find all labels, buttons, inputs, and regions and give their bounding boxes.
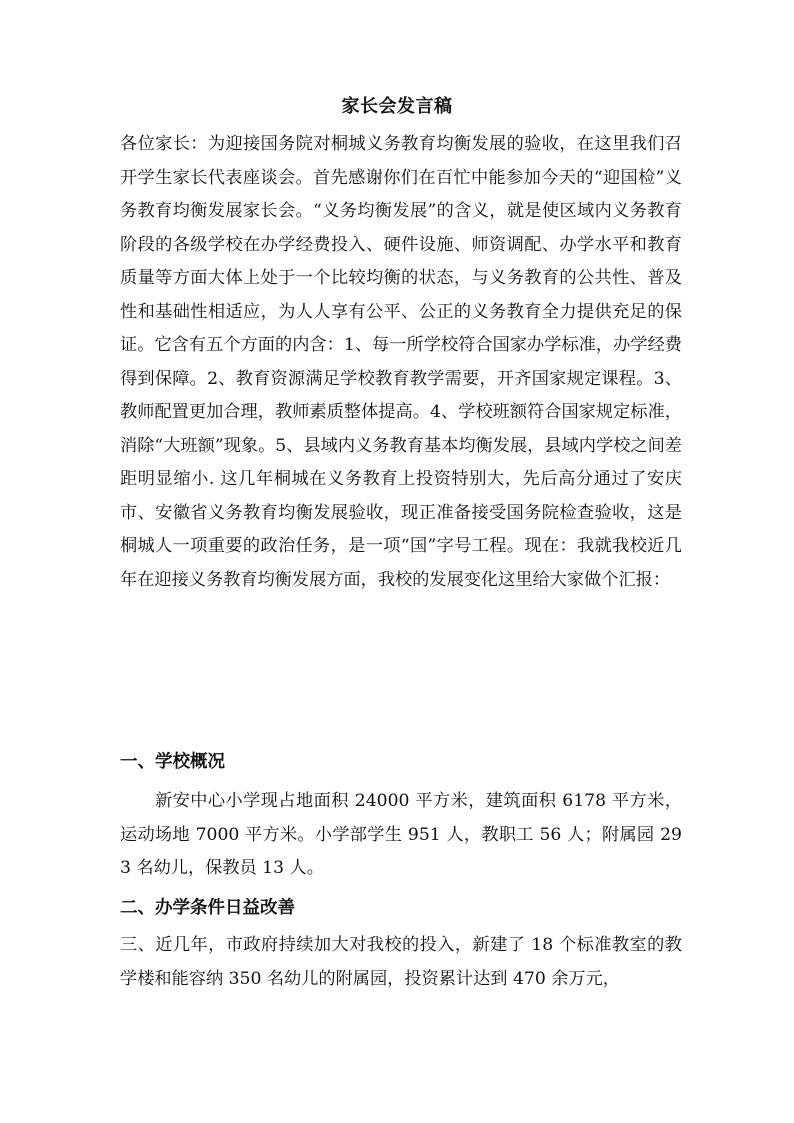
section-heading-school-overview: 一、学校概况: [120, 752, 225, 772]
school-overview-paragraph: 新安中心小学现占地面积 24000 平方米，建筑面积 6178 平方米，运动场地 7000 平方米。小学部学生 951 人，教职工 56 人；附属园 293 名幼儿，保教员 13 人。: [120, 791, 682, 878]
conditions-paragraph: 三、近几年，市政府持续加大对我校的投入，新建了 18 个标准教室的教学楼和能容纳 350 名幼儿的附属园，投资累计达到 470 余万元，: [120, 935, 682, 989]
section-heading-conditions: 二、办学条件日益改善: [120, 898, 295, 918]
document-title: 家长会发言稿: [341, 96, 453, 117]
intro-paragraph: 各位家长：为迎接国务院对桐城义务教育均衡发展的验收，在这里我们召开学生家长代表座谈会。首先感谢你们在百忙中能参加今天的“迎国检”义务教育均衡发展家长会。“义务均衡发展”的含义，就是使区域内义务教育阶段的各级学校在办学经费投入、硬件设施、师资调配、办学水平和教育质量等方面大体上处于一个比较均衡的状态，与义务教育的公共性、普及性和基础性相适应，为人人享有公平、公正的义务教育全力提供充足的保证。它含有五个方面的内含：1、每一所学校符合国家办学标准，办学经费得到保障。2、教育资源满足学校教育教学需要，开齐国家规定课程。3、教师配置更加合理，教师素质整体提高。4、学校班额符合国家规定标准，消除“大班额”现象。5、县域内义务教育基本均衡发展，县域内学校之间差距明显缩小. 这几年桐城在义务教育上投资特别大，先后高分通过了安庆市、安徽省义务教育均衡发展验收，现正准备接受国务院检查验收，这是桐城人一项重要的政治任务，是一项“国”字号工程。现在：我就我校近几年在迎接义务教育均衡发展方面，我校的发展变化这里给大家做个汇报：: [120, 134, 682, 590]
